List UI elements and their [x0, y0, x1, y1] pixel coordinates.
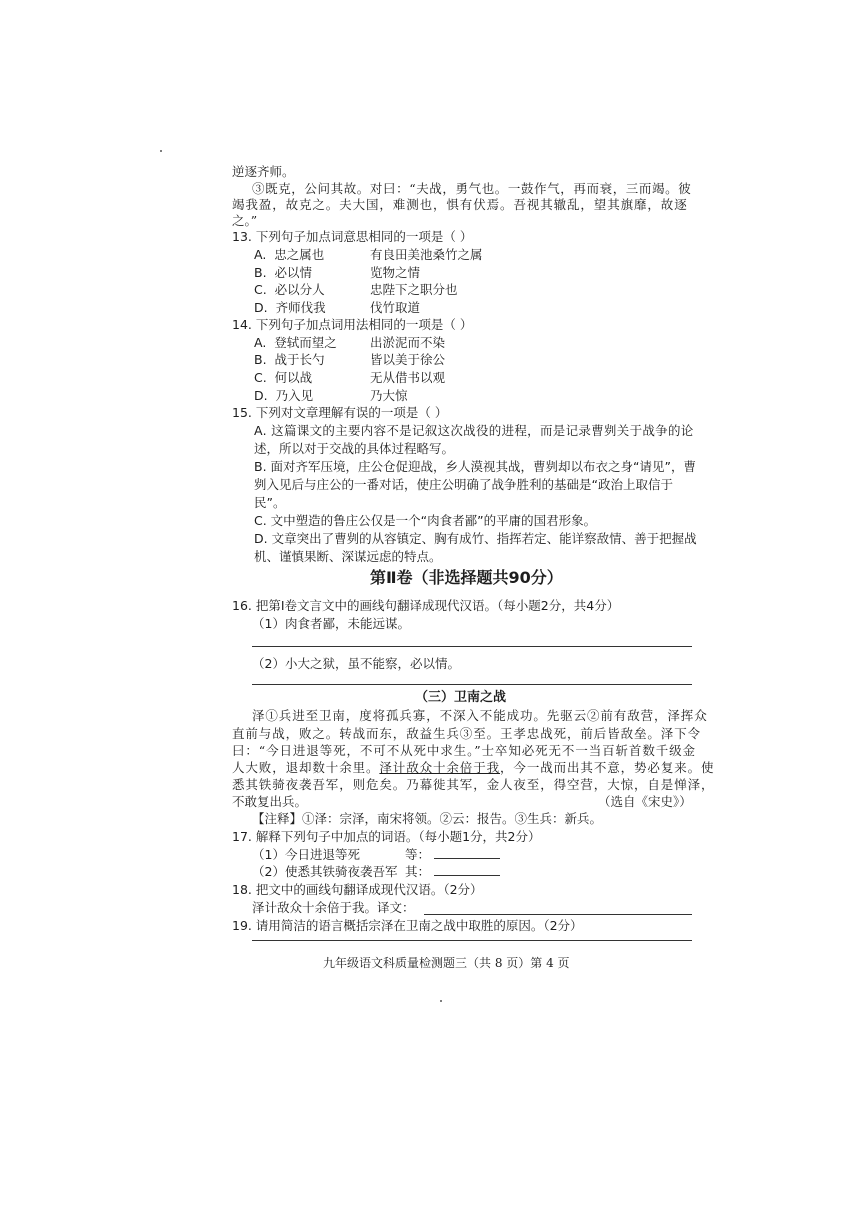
answer-blank[interactable]: [434, 848, 500, 859]
answer-line[interactable]: [424, 914, 692, 915]
option-left: 必以分人: [274, 282, 325, 297]
option-letter: B.: [254, 352, 267, 367]
passage3-line: 曰：“今日进退等死，不可不从死中求生。”士卒知必死无不一当百斩首数千级金: [232, 743, 696, 758]
scan-speck: [440, 1000, 442, 1002]
q14-option-d-right: 乃大惊: [370, 388, 408, 403]
scan-speck: [160, 150, 162, 152]
q13-option-a-right: 有良田美池桑竹之属: [370, 247, 483, 262]
q18-translation-line: 泽计敌众十余倍于我。译文：: [252, 900, 415, 915]
option-letter: A.: [254, 335, 267, 350]
passage3-note: 【注释】①泽：宗泽，南宋将领。②云：报告。③生兵：新兵。: [252, 811, 603, 826]
passage3-line: 悉其铁骑夜袭吾军，则危矣。乃幕徙其军，金人夜至，得空营，大惊，自是惮泽，: [232, 777, 715, 792]
answer-line[interactable]: [252, 684, 692, 685]
q17-key-1: [405, 847, 500, 863]
passage-line: 逆逐齐师。: [232, 164, 295, 179]
question-15-stem: 15. 下列对文章理解有误的一项是（ ）: [232, 405, 448, 420]
passage-line: 之。”: [232, 213, 258, 228]
q13-option-c: [254, 282, 325, 298]
page-footer: 九年级语文科质量检测题三（共 8 页）第 4 页: [323, 956, 570, 970]
q15-line: 机、谨慎果断、深谋远虑的特点。: [254, 549, 442, 564]
q13-option-d-right: 伐竹取道: [370, 300, 421, 315]
option-left: 战于长勺: [274, 352, 325, 367]
q14-option-d: [254, 388, 313, 404]
q14-option-c: [254, 370, 312, 386]
passage3-line: 不敢复出兵。: [232, 794, 308, 809]
q14-option-c-right: 无从借书以观: [370, 370, 446, 385]
question-13-stem: 13. 下列句子加点词意思相同的一项是（ ）: [232, 229, 473, 244]
q14-option-b-right: 皆以美于徐公: [370, 352, 446, 367]
answer-line[interactable]: [252, 940, 692, 941]
q13-option-b: [254, 265, 312, 281]
question-16-stem: 16. 把第Ⅰ卷文言文中的画线句翻译成现代汉语。（每小题2分，共4分）: [232, 598, 620, 613]
question-14-stem: 14. 下列句子加点词用法相同的一项是（ ）: [232, 317, 473, 332]
q17-sentence-1: （1）今日进退等死: [252, 847, 360, 862]
question-18-stem: 18. 把文中的画线句翻译成现代汉语。（2分）: [232, 882, 483, 897]
option-left: 何以战: [274, 370, 313, 385]
q15-line: 述，所以对于交战的具体过程略写。: [254, 441, 455, 456]
option-left: 忠之属也: [274, 247, 325, 262]
answer-line[interactable]: [252, 646, 692, 647]
q15-line: B. 面对齐军压境，庄公仓促迎战，乡人漠视其战，曹刿却以布衣之身“请见”，曹: [254, 459, 696, 474]
passage3-line: 泽①兵进至卫南，度将孤兵寡，不深入不能成功。先驱云②前有敌营，泽挥众: [252, 708, 708, 723]
option-letter: D.: [254, 300, 268, 315]
passage3-line: [232, 760, 714, 776]
question-19-stem: 19. 请用简洁的语言概括宗泽在卫南之战中取胜的原因。（2分）: [232, 918, 583, 933]
underlined-sentence: 泽计敌众十余倍于我: [379, 760, 501, 775]
q15-line: C. 文中塑造的鲁庄公仅是一个“肉食者鄙”的平庸的国君形象。: [254, 513, 597, 528]
key-word: 等：: [405, 847, 431, 862]
q17-key-2: [405, 864, 500, 880]
q14-option-a-right: 出淤泥而不染: [370, 335, 446, 350]
q13-option-a: [254, 247, 324, 263]
option-left: 必以情: [274, 265, 313, 280]
q16-sentence-1: （1）肉食者鄙，未能远谋。: [252, 616, 410, 631]
q15-line: A. 这篇课文的主要内容不是记叙这次战役的进程，而是记录曹刿关于战争的论: [254, 423, 694, 438]
q17-sentence-2: （2）使悉其铁骑夜袭吾军: [252, 864, 398, 879]
section-2-title: 第Ⅱ卷（非选择题共90分）: [370, 568, 563, 587]
option-letter: C.: [254, 370, 267, 385]
q15-line: 民”。: [254, 495, 286, 510]
question-17-stem: 17. 解释下列句子中加点的词语。（每小题1分，共2分）: [232, 829, 541, 844]
q15-line: D. 文章突出了曹刿的从容镇定、胸有成竹、指挥若定、能详察敌情、善于把握战: [254, 531, 697, 546]
q13-option-b-right: 览物之情: [370, 265, 421, 280]
part-3-title: （三）卫南之战: [415, 690, 507, 705]
key-word: 其：: [405, 864, 431, 879]
q15-line: 刿入见后与庄公的一番对话，使庄公明确了战争胜利的基础是“政治上取信于: [254, 477, 673, 492]
q14-option-a: [254, 335, 337, 351]
passage3-text: 人大败，退却数十余里。: [232, 760, 380, 775]
option-letter: A.: [254, 247, 267, 262]
passage3-line: 直前与战，败之。转战而东，敌益生兵③至。王孝忠战死，前后皆敌垒。泽下令: [232, 726, 702, 741]
passage-line: ③既克，公问其故。对曰：“夫战，勇气也。一鼓作气，再而衰，三而竭。彼: [252, 181, 692, 196]
answer-blank[interactable]: [434, 865, 500, 876]
q13-option-d: [254, 300, 326, 316]
option-left: 乃入见: [275, 388, 314, 403]
option-left: 登轼而望之: [274, 335, 337, 350]
q13-option-c-right: 忠陛下之职分也: [370, 282, 458, 297]
passage3-text: ，今一战而出其不意，势必复来。使: [500, 760, 715, 775]
passage-line: 竭我盈，故克之。夫大国，难测也，惧有伏焉。吾视其辙乱，望其旗靡，故逐: [232, 197, 688, 212]
q16-sentence-2: （2）小大之狱，虽不能察，必以情。: [252, 656, 460, 671]
option-letter: B.: [254, 265, 267, 280]
q14-option-b: [254, 352, 325, 368]
option-left: 齐师伐我: [275, 300, 326, 315]
passage3-source: （选自《宋史》）: [598, 794, 692, 809]
option-letter: C.: [254, 282, 267, 297]
option-letter: D.: [254, 388, 268, 403]
